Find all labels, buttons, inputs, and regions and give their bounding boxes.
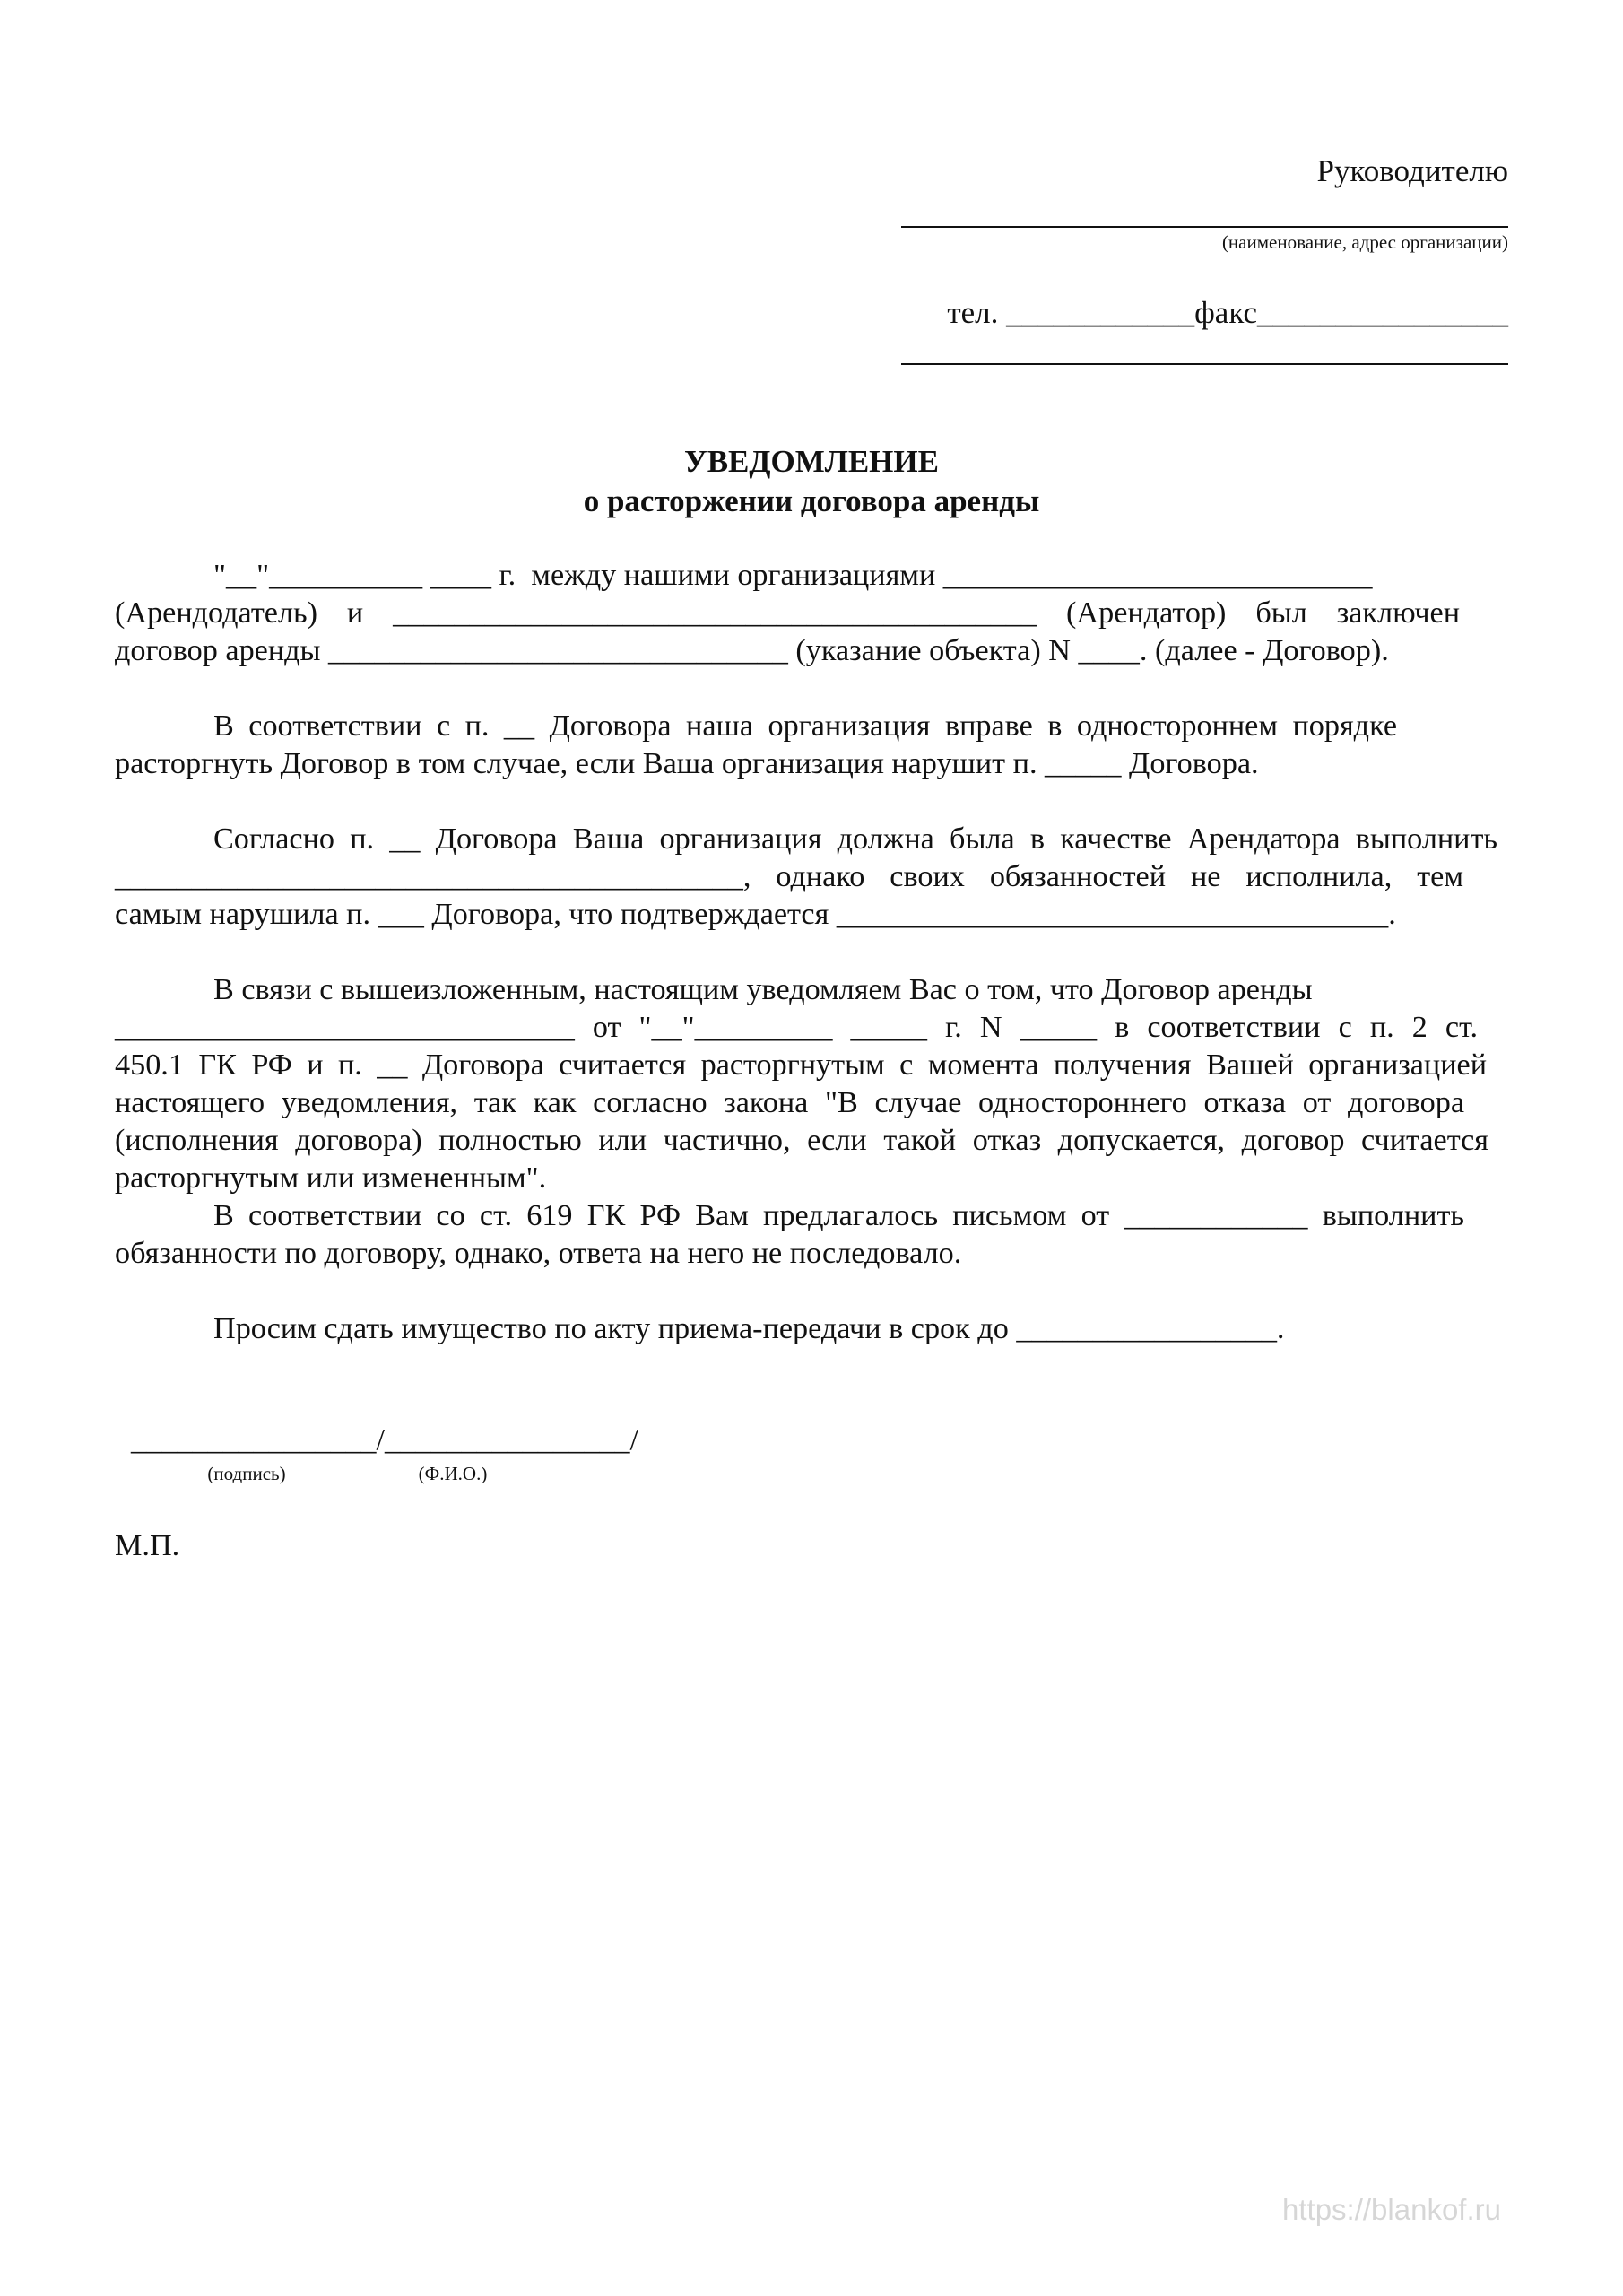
watermark-link[interactable]: https://blankof.ru: [1282, 2193, 1501, 2226]
paragraph-1-line-1: "__"__________ ____ г. между нашими организациями ____________________________: [213, 559, 1373, 592]
paragraph-4-line-2: ______________________________ от "__"_________ _____ г. N _____ в соответствии с п. 2 ст.: [115, 1011, 1478, 1044]
paragraph-5-line-1: В соответствии со ст. 619 ГК РФ Вам предлагалось письмом от ____________ выполнить: [213, 1199, 1464, 1232]
paragraph-3-line-1: Согласно п. __ Договора Ваша организация должна была в качестве Арендатора выполнить: [213, 822, 1497, 856]
paragraph-4-line-4: настоящего уведомления, так как согласно закона "В случае одностороннего отказа от договора: [115, 1086, 1464, 1119]
paragraph-4-line-6: расторгнутым или измененным".: [115, 1161, 547, 1195]
paragraph-1-line-3: договор аренды ______________________________ (указание объекта) N ____. (далее - Договор).: [115, 634, 1389, 667]
paragraph-4-line-1: В связи с вышеизложенным, настоящим уведомляем Вас о том, что Договор аренды: [213, 973, 1313, 1006]
stamp-place: М.П.: [115, 1529, 180, 1562]
address-line: [901, 363, 1508, 365]
fio-caption: (Ф.И.О.): [418, 1463, 488, 1484]
document-title: УВЕДОМЛЕНИЕ: [684, 444, 939, 479]
paragraph-3-line-2: _________________________________________, однако своих обязанностей не исполнила, тем: [115, 860, 1463, 893]
paragraph-4-line-3: 450.1 ГК РФ и п. __ Договора считается расторгнутым с момента получения Вашей организацией: [115, 1048, 1487, 1082]
paragraph-2-line-1: В соответствии с п. __ Договора наша организация вправе в одностороннем порядке: [213, 709, 1397, 743]
document-subtitle: о расторжении договора аренды: [583, 483, 1040, 518]
paragraph-6-line-1: Просим сдать имущество по акту приема-передачи в срок до _________________.: [213, 1312, 1285, 1345]
recipient-heading: Руководителю: [1316, 153, 1508, 188]
organization-name-line: [901, 226, 1508, 228]
paragraph-4-line-5: (исполнения договора) полностью или частично, если такой отказ допускается, договор считается: [115, 1124, 1488, 1157]
paragraph-2-line-2: расторгнуть Договор в том случае, если Ваша организация нарушит п. _____ Договора.: [115, 747, 1259, 780]
paragraph-5-line-2: обязанности по договору, однако, ответа на него не последовало.: [115, 1237, 962, 1270]
signature-caption: (подпись): [207, 1463, 286, 1484]
paragraph-1-line-2: (Арендодатель) и __________________________________________ (Арендатор) был заключен: [115, 596, 1460, 630]
paragraph-3-line-3: самым нарушила п. ___ Договора, что подтверждается ____________________________________.: [115, 898, 1396, 931]
organization-caption: (наименование, адрес организации): [1221, 231, 1508, 253]
tel-fax-line: тел. ____________факс________________: [947, 295, 1508, 330]
signature-line: ________________/________________/: [131, 1423, 638, 1457]
